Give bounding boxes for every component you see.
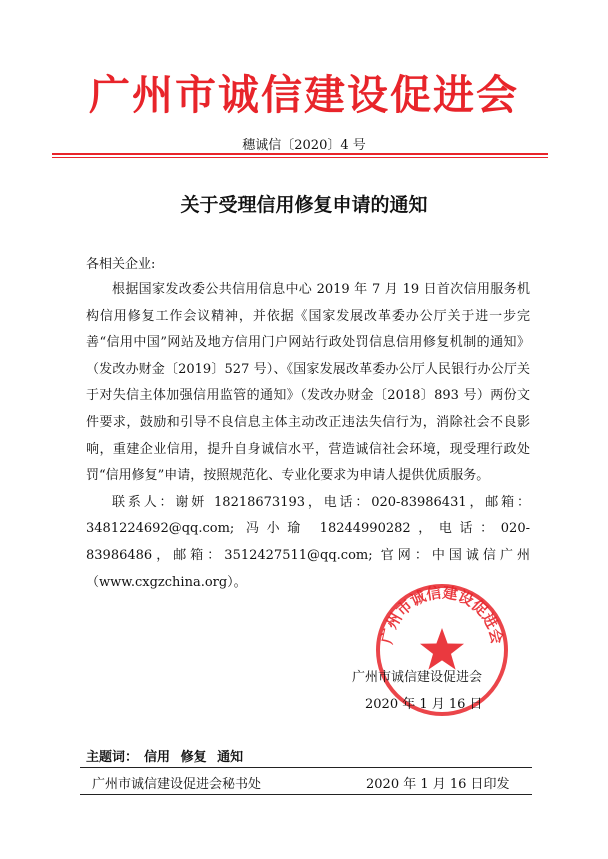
salutation: 各相关企业:	[86, 257, 156, 272]
signature-date: 2020 年 1 月 16 日	[365, 697, 483, 712]
keyword: 修复	[180, 750, 207, 765]
footer-divider-bottom	[80, 794, 532, 795]
seal-star-icon	[420, 628, 464, 670]
issuing-office: 广州市诚信建设促进会秘书处	[92, 777, 262, 792]
contact-paragraph: 联系人：谢妍 18218673193，电话：020-83986431，邮箱：3481224692@qq.com; 冯小瑜 18244990282，电话：020-83986486，邮箱：3512427511@qq.com; 官网：中国诚信广州（www.cxgzchina.org）。	[86, 494, 530, 590]
signature-org: 广州市诚信建设促进会	[352, 670, 483, 685]
footer-divider-top	[80, 767, 532, 768]
document-number: 穗诚信〔2020〕4 号	[242, 138, 366, 153]
subject-keywords	[86, 746, 249, 765]
keyword: 通知	[217, 750, 244, 765]
body-paragraph: 根据国家发改委公共信用信息中心 2019 年 7 月 19 日首次信用服务机构信用修复工作会议精神，并依据《国家发展改革委办公厅关于进一步完善“信用中国”网站及地方信用门户网站行政处罚信息信用修复机制的通知》（发改办财金〔2019〕527 号）、《国家发展改革委办公厅人民银行办公厅关于对失信主体加强信用监管的通知》（发改办财金〔2018〕893 号）两份文件要求，鼓励和引导不良信息主体主动改正违法失信行为，消除社会不良影响，重建企业信用，提升自身诚信水平，营造诚信社会环境，现受理行政处罚“信用修复”申请，按照规范化、专业化要求为申请人提供优质服务。	[86, 282, 530, 484]
letterhead-org-name: 广州市诚信建设促进会	[89, 71, 519, 119]
document-body	[86, 277, 530, 596]
seal-text: 广州市诚信建设促进会	[377, 583, 507, 646]
header-divider	[52, 153, 548, 155]
document-title: 关于受理信用修复申请的通知	[180, 194, 428, 216]
keywords-label: 主题词：	[86, 750, 139, 765]
print-date: 2020 年 1 月 16 日印发	[366, 777, 510, 792]
keyword: 信用	[144, 750, 171, 765]
header-divider-thin	[52, 157, 548, 158]
